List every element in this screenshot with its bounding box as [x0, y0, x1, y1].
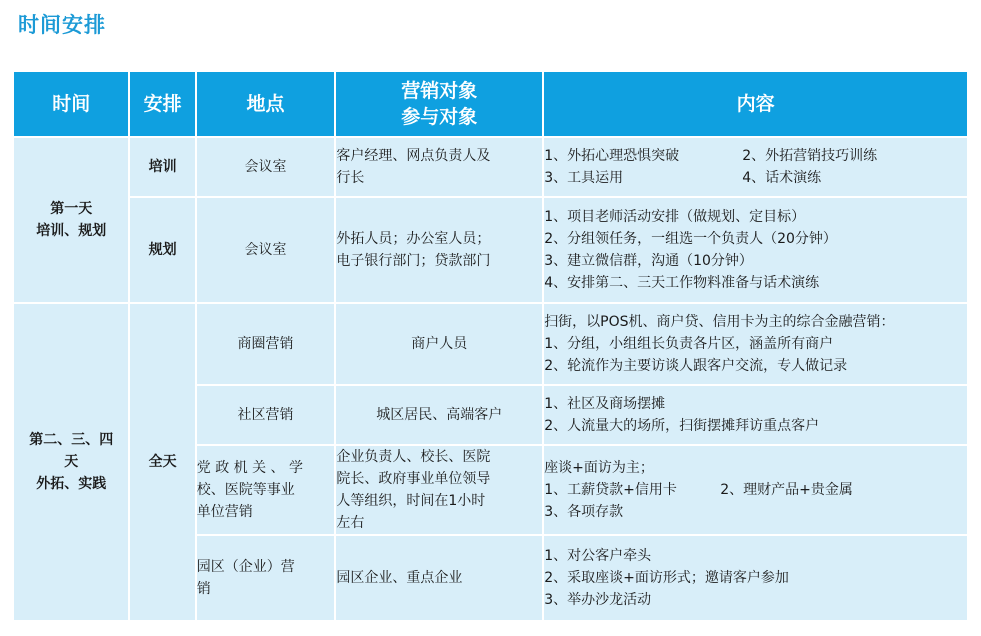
content-cell [544, 446, 967, 534]
target-cell [336, 138, 542, 196]
location-line: 园区（企业）营 [196, 559, 295, 575]
location-cell [197, 386, 335, 444]
target-line: 电子银行部门；贷款部门 [336, 253, 491, 269]
location-cell [197, 446, 335, 534]
target-line: 左右 [336, 515, 365, 531]
content-cell [544, 138, 967, 196]
schedule-table [12, 70, 969, 622]
target-line: 行长 [336, 170, 365, 186]
content-line: 4、安排第二、三天工作物料准备与话术演练 [544, 275, 820, 291]
time-cell-day234 [14, 304, 128, 620]
content-line: 座谈+面访为主； [544, 460, 654, 476]
time-day234-line2: 天 [64, 454, 79, 470]
header-location: 地点 [197, 72, 335, 136]
location-line: 党 政 机 关 、 学 [196, 460, 304, 476]
time-day234-line3: 外拓、实践 [36, 476, 107, 492]
content-line [544, 145, 967, 167]
location-cell: 会议室 [197, 138, 335, 196]
content-line: 1、社区及商场摆摊 [544, 396, 666, 412]
content-item: 1、工薪贷款+信用卡 [544, 482, 677, 498]
content-cell [544, 536, 967, 620]
header-target [336, 72, 542, 136]
target-line: 商户人员 [411, 336, 468, 352]
location-cell [197, 536, 335, 620]
location-cell [197, 304, 335, 384]
content-line: 3、举办沙龙活动 [544, 592, 652, 608]
table-row [14, 138, 967, 196]
content-cell [544, 198, 967, 302]
target-cell [336, 198, 542, 302]
target-line: 园区企业、重点企业 [336, 570, 463, 586]
content-line: 1、对公客户牵头 [544, 548, 652, 564]
target-cell [336, 446, 542, 534]
content-item: 3、工具运用 [544, 170, 624, 186]
header-target-line2: 参与对象 [401, 106, 478, 128]
content-line: 3、各项存款 [544, 504, 624, 520]
page-title: 时间安排 [18, 13, 106, 37]
content-line: 3、建立微信群，沟通（10分钟） [544, 253, 753, 269]
header-arrangement: 安排 [130, 72, 194, 136]
content-line: 扫街，以POS机、商户贷、信用卡为主的综合金融营销： [544, 314, 895, 330]
target-line: 客户经理、网点负责人及 [336, 148, 491, 164]
header-target-line1: 营销对象 [401, 80, 478, 102]
content-line: 2、采取座谈+面访形式；邀请客户参加 [544, 570, 789, 586]
content-cell [544, 304, 967, 384]
content-cell [544, 386, 967, 444]
content-line: 2、轮流作为主要访谈人跟客户交流，专人做记录 [544, 358, 848, 374]
arrangement-cell: 规划 [130, 198, 194, 302]
target-cell [336, 304, 542, 384]
target-line: 企业负责人、校长、医院 [336, 449, 491, 465]
location-cell: 会议室 [197, 198, 335, 302]
time-cell-day1 [14, 138, 128, 302]
content-item: 4、话术演练 [742, 170, 822, 186]
target-line: 城区居民、高端客户 [376, 407, 503, 423]
content-line: 1、项目老师活动安排（做规划、定目标） [544, 209, 806, 225]
time-day234-line1: 第二、三、四 [29, 432, 114, 448]
location-line: 校、医院等事业 [196, 482, 295, 498]
header-time: 时间 [14, 72, 128, 136]
table-header-row [14, 72, 967, 136]
table-row [14, 198, 967, 302]
content-line [544, 479, 967, 501]
content-line: 2、分组领任务，一组选一个负责人（20分钟） [544, 231, 837, 247]
content-line [544, 167, 967, 189]
location-line: 商圈营销 [237, 336, 294, 352]
location-line: 单位营销 [196, 504, 253, 520]
header-content: 内容 [544, 72, 967, 136]
arrangement-cell-fullday: 全天 [130, 304, 194, 620]
location-line: 社区营销 [237, 407, 294, 423]
location-line: 销 [196, 581, 211, 597]
target-cell [336, 386, 542, 444]
content-item: 2、外拓营销技巧训练 [742, 148, 878, 164]
content-item: 1、外拓心理恐惧突破 [544, 148, 680, 164]
target-cell [336, 536, 542, 620]
arrangement-cell: 培训 [130, 138, 194, 196]
content-line: 2、人流量大的场所，扫街摆摊拜访重点客户 [544, 418, 820, 434]
target-line: 院长、政府事业单位领导 [336, 471, 491, 487]
time-day1-line1: 第一天 [50, 201, 93, 217]
target-line: 外拓人员；办公室人员； [336, 231, 491, 247]
target-line: 人等组织，时间在1小时 [336, 493, 486, 509]
content-line: 1、分组，小组组长负责各片区，涵盖所有商户 [544, 336, 834, 352]
content-item: 2、理财产品+贵金属 [720, 482, 853, 498]
time-day1-line2: 培训、规划 [36, 223, 107, 239]
table-row [14, 304, 967, 384]
